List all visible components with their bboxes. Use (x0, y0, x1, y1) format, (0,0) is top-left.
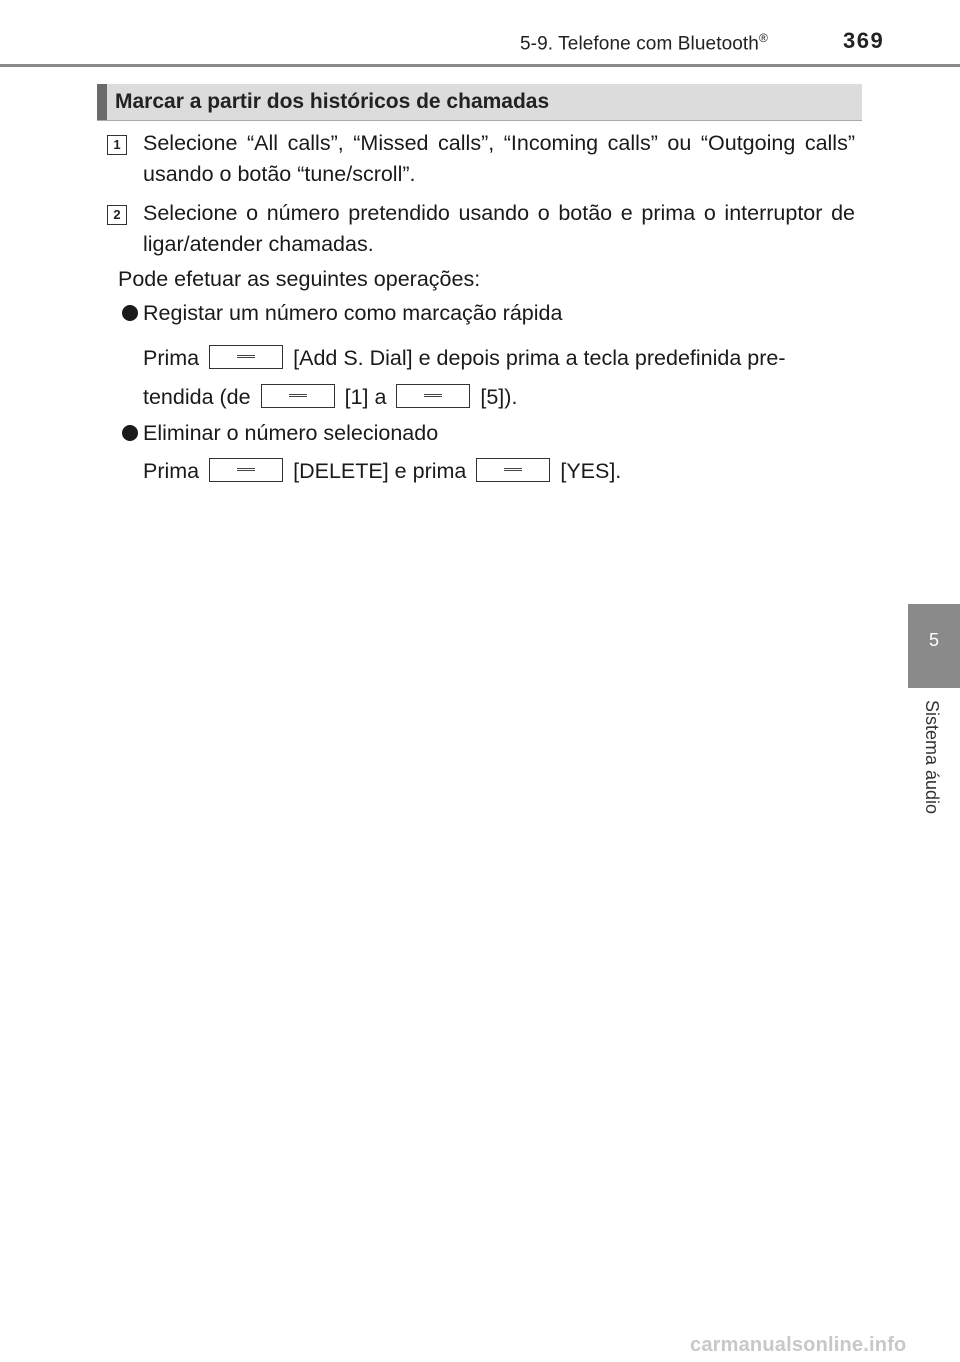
operation-1-range-end: [5]). (480, 385, 518, 409)
operation-1-line-2 (143, 382, 517, 413)
operation-1-tendida: tendida (de (143, 385, 251, 409)
page-number: 369 (843, 28, 885, 53)
operation-1-range-start: [1] a (344, 385, 387, 409)
operation-1-title: Registar um número como marcação rápida (143, 301, 563, 325)
operation-2-prima: Prima (143, 459, 200, 483)
step-1-number: 1 (107, 135, 127, 155)
step-1-text: Selecione “All calls”, “Missed calls”, “Incoming calls” ou “Outgoing calls” usando o botão “tune/scroll”. (143, 131, 855, 186)
steering-switch-button-icon (209, 345, 283, 369)
step-2-number: 2 (107, 205, 127, 225)
section-title: Marcar a partir dos históricos de chamadas (115, 90, 550, 113)
section-title-bar (97, 84, 862, 120)
preset-key-1-button-icon (261, 384, 335, 408)
operation-1-prima: Prima (143, 346, 200, 370)
delete-button-icon (209, 458, 283, 482)
operation-1-line-1 (143, 343, 786, 374)
chapter-number: 5 (928, 630, 939, 650)
page-header (0, 0, 960, 66)
operation-2-yes-text: [YES]. (560, 459, 622, 483)
bullet-icon (122, 425, 138, 441)
chapter-tab (908, 604, 960, 688)
header-section-title: 5-9. Telefone com Bluetooth® (520, 31, 768, 55)
header-divider (0, 64, 960, 67)
step-2-text: Selecione o número pretendido usando o botão e prima o interruptor de ligar/atender chamadas. (143, 201, 855, 256)
section-title-underline (97, 120, 862, 121)
chapter-label: Sistema áudio (922, 700, 942, 815)
operation-2-title: Eliminar o número selecionado (143, 421, 439, 445)
bullet-icon (122, 305, 138, 321)
operation-1-add-dial-text: [Add S. Dial] e depois prima a tecla predefinida pre- (293, 346, 786, 370)
registered-mark: ® (758, 31, 768, 45)
preset-key-5-button-icon (396, 384, 470, 408)
watermark: carmanualsonline.info (690, 1334, 907, 1356)
operation-2-delete-text: [DELETE] e prima (293, 459, 467, 483)
operations-intro: Pode efetuar as seguintes operações: (118, 267, 481, 291)
operation-2-line-1 (143, 456, 621, 487)
yes-button-icon (476, 458, 550, 482)
